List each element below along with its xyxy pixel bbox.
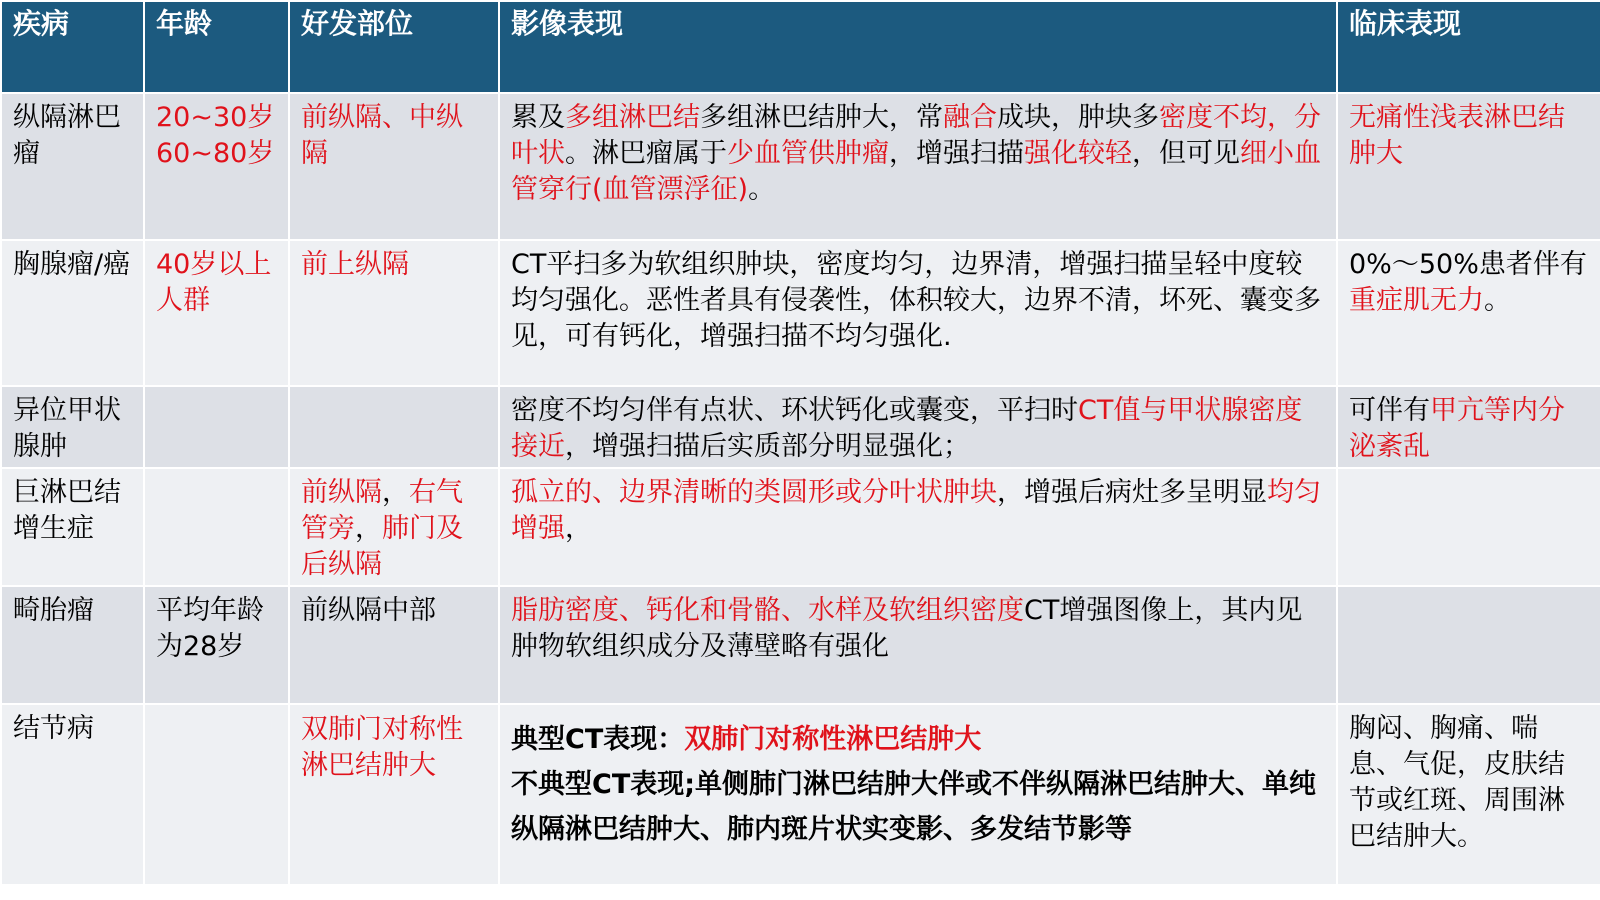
text-span: ， bbox=[565, 513, 592, 544]
disease-cell: 畸胎瘤 bbox=[1, 586, 144, 704]
header-age: 年龄 bbox=[144, 1, 289, 93]
text-span: 典型CT表现： bbox=[511, 724, 685, 755]
text-span: ，增强扫描 bbox=[889, 138, 1024, 169]
age-cell bbox=[144, 386, 289, 468]
highlight-span: 孤立的、边界清晰的类圆形或分叶状肿块 bbox=[511, 477, 997, 508]
highlight-span: 甲亢等内分泌紊乱 bbox=[1349, 395, 1565, 462]
clinical-cell: 无痛性浅表淋巴结肿大 bbox=[1337, 93, 1600, 240]
clinical-cell bbox=[1337, 240, 1600, 386]
text-span: CT增强图像上，其内见肿物软组织成分及薄壁略有强化 bbox=[511, 595, 1303, 662]
typical-ct-line bbox=[511, 717, 1326, 762]
site-cell: 前纵隔中部 bbox=[289, 586, 499, 704]
header-site: 好发部位 bbox=[289, 1, 499, 93]
text-span: ， bbox=[355, 513, 382, 544]
disease-cell: 巨淋巴结增生症 bbox=[1, 468, 144, 586]
atypical-ct-line: 不典型CT表现;单侧肺门淋巴结肿大伴或不伴纵隔淋巴结肿大、单纯纵隔淋巴结肿大、肺内斑片状实变影、多发结节影等 bbox=[511, 769, 1317, 845]
site-cell: 前纵隔、中纵隔 bbox=[289, 93, 499, 240]
text-span: 。 bbox=[748, 174, 776, 205]
clinical-cell bbox=[1337, 386, 1600, 468]
age-cell bbox=[144, 704, 289, 885]
text-span: ，增强扫描后实质部分明显强化； bbox=[565, 431, 970, 462]
text-span: 密度不均匀伴有点状、环状钙化或囊变，平扫时 bbox=[511, 395, 1078, 426]
header-imaging: 影像表现 bbox=[499, 1, 1337, 93]
highlight-span: 强化较轻 bbox=[1024, 138, 1132, 169]
table-row bbox=[1, 93, 1600, 240]
text-span: ， bbox=[382, 477, 409, 508]
site-cell: 前上纵隔 bbox=[289, 240, 499, 386]
imaging-cell bbox=[499, 704, 1337, 885]
text-span: ，增强后病灶多呈明显 bbox=[997, 477, 1267, 508]
highlight-span: 前纵隔 bbox=[301, 477, 382, 508]
text-span: 0%～50%患者伴有 bbox=[1349, 249, 1587, 280]
highlight-span: 少血管供肿瘤 bbox=[727, 138, 889, 169]
header-clinical: 临床表现 bbox=[1337, 1, 1600, 93]
text-span: 成块，肿块多 bbox=[997, 102, 1159, 133]
highlight-span: 均匀增强 bbox=[511, 477, 1321, 544]
highlight-span: 双肺门对称性淋巴结肿大 bbox=[684, 724, 982, 755]
disease-cell: 胸腺瘤/癌 bbox=[1, 240, 144, 386]
highlight-span: CT值与甲状腺密度接近 bbox=[511, 395, 1303, 462]
imaging-cell: CT平扫多为软组织肿块，密度均匀，边界清，增强扫描呈轻中度较均匀强化。恶性者具有侵袭性，体积较大，边界不清，坏死、囊变多见，可有钙化，增强扫描不均匀强化. bbox=[499, 240, 1337, 386]
highlight-span: 细小血管穿行(血管漂浮征) bbox=[511, 138, 1321, 205]
site-cell bbox=[289, 468, 499, 586]
highlight-span: 密度不均，分叶状 bbox=[511, 102, 1321, 169]
text-span: 累及 bbox=[511, 102, 565, 133]
highlight-span: 多组淋巴结 bbox=[565, 102, 700, 133]
imaging-cell bbox=[499, 386, 1337, 468]
text-span: 可伴有 bbox=[1349, 395, 1430, 426]
highlight-span: 重症肌无力 bbox=[1349, 285, 1484, 316]
text-span: 。淋巴瘤属于 bbox=[565, 138, 727, 169]
age-cell bbox=[144, 468, 289, 586]
site-cell bbox=[289, 386, 499, 468]
highlight-span: 融合 bbox=[943, 102, 997, 133]
clinical-cell bbox=[1337, 586, 1600, 704]
disease-cell: 异位甲状腺肿 bbox=[1, 386, 144, 468]
age-cell: 平均年龄为28岁 bbox=[144, 586, 289, 704]
imaging-cell bbox=[499, 468, 1337, 586]
header-disease: 疾病 bbox=[1, 1, 144, 93]
highlight-span: 右气管旁 bbox=[301, 477, 463, 544]
disease-cell: 纵隔淋巴瘤 bbox=[1, 93, 144, 240]
text-span: 。 bbox=[1484, 285, 1511, 316]
text-span: ，但可见 bbox=[1132, 138, 1240, 169]
clinical-cell bbox=[1337, 468, 1600, 586]
age-line: 20~30岁 bbox=[156, 102, 275, 133]
imaging-cell bbox=[499, 586, 1337, 704]
highlight-span: 肺门及后纵隔 bbox=[301, 513, 463, 580]
table-row bbox=[1, 386, 1600, 468]
table-row bbox=[1, 704, 1600, 885]
table-row bbox=[1, 240, 1600, 386]
header-row bbox=[1, 1, 1600, 93]
site-cell: 双肺门对称性淋巴结肿大 bbox=[289, 704, 499, 885]
clinical-cell: 胸闷、胸痛、喘息、气促，皮肤结节或红斑、周围淋巴结肿大。 bbox=[1337, 704, 1600, 885]
age-cell bbox=[144, 93, 289, 240]
imaging-cell bbox=[499, 93, 1337, 240]
text-span: 多组淋巴结肿大，常 bbox=[700, 102, 943, 133]
disease-cell: 结节病 bbox=[1, 704, 144, 885]
table-row bbox=[1, 586, 1600, 704]
age-cell: 40岁以上人群 bbox=[144, 240, 289, 386]
highlight-span: 脂肪密度、钙化和骨骼、水样及软组织密度 bbox=[511, 595, 1024, 626]
table-row bbox=[1, 468, 1600, 586]
age-line: 60~80岁 bbox=[156, 138, 275, 169]
